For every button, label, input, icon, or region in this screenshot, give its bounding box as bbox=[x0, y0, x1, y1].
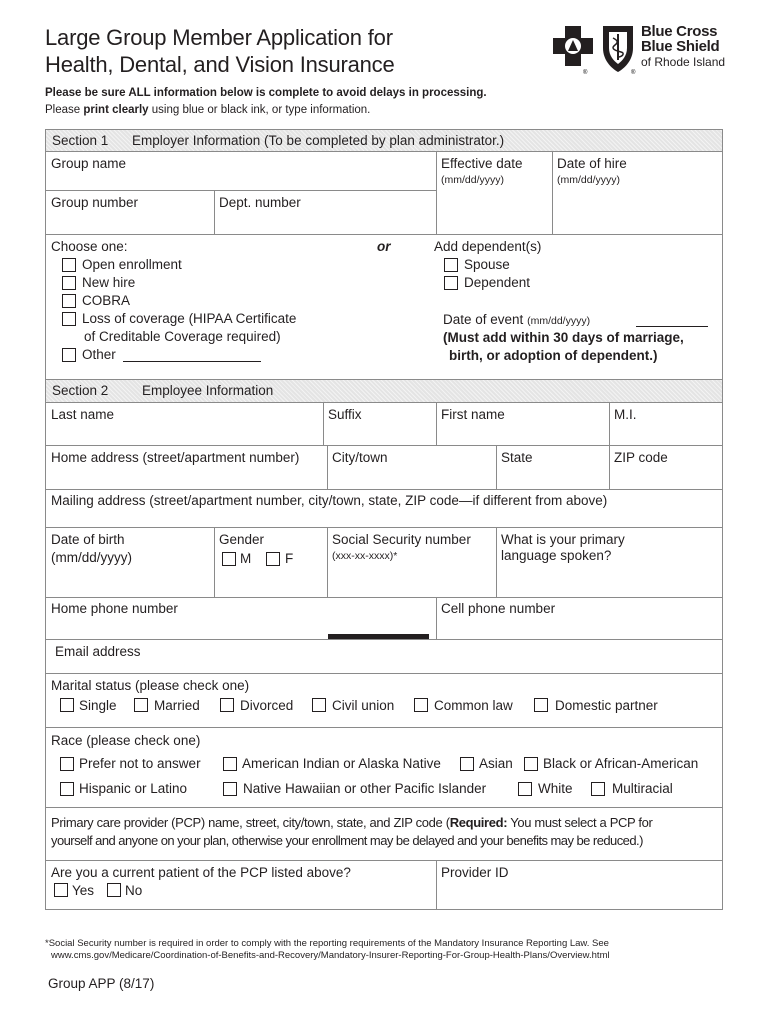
dependent-label: Dependent bbox=[464, 275, 531, 290]
single-label: Single bbox=[79, 698, 117, 713]
open-enrollment-label: Open enrollment bbox=[82, 257, 182, 272]
group-name-label: Group name bbox=[51, 156, 127, 171]
add-dependents-label: Add dependent(s) bbox=[434, 239, 542, 254]
open-enrollment-checkbox[interactable] bbox=[62, 258, 76, 272]
group-name-field[interactable] bbox=[46, 152, 436, 190]
domestic-partner-label: Domestic partner bbox=[555, 698, 658, 713]
home-phone-field[interactable] bbox=[46, 598, 436, 639]
dob-field[interactable] bbox=[46, 528, 214, 596]
language-field[interactable] bbox=[497, 528, 722, 596]
race-asian-checkbox[interactable] bbox=[460, 757, 474, 771]
section-2-title: Employee Information bbox=[142, 383, 274, 398]
divorced-label: Divorced bbox=[240, 698, 294, 713]
race-pacific-islander-label: Native Hawaiian or other Pacific Islander bbox=[243, 781, 487, 796]
city-label: City/town bbox=[332, 450, 388, 465]
married-label: Married bbox=[154, 698, 200, 713]
current-patient-label: Are you a current patient of the PCP listed above? bbox=[51, 865, 351, 880]
gender-f-checkbox[interactable] bbox=[266, 552, 280, 566]
new-hire-checkbox[interactable] bbox=[62, 276, 76, 290]
race-asian-label: Asian bbox=[479, 756, 513, 771]
race-black-label: Black or African-American bbox=[543, 756, 699, 771]
other-input-line[interactable] bbox=[123, 361, 261, 362]
svg-text:®: ® bbox=[583, 70, 588, 76]
must-add-line-2: birth, or adoption of dependent.) bbox=[449, 348, 658, 363]
effective-date-format: (mm/dd/yyyy) bbox=[441, 174, 504, 186]
svg-text:®: ® bbox=[631, 70, 636, 76]
ssn-footnote-link[interactable]: www.cms.gov/Medicare/Coordination-of-Benefits-and-Recovery/Mandatory-Insurer-Reporting-For-Group-Health-Plans/Overview.html bbox=[51, 950, 610, 961]
page-title bbox=[45, 24, 395, 78]
race-american-indian-label: American Indian or Alaska Native bbox=[242, 756, 441, 771]
dob-format: (mm/dd/yyyy) bbox=[51, 550, 132, 565]
cross-shield-icon bbox=[553, 24, 639, 76]
race-hispanic-checkbox[interactable] bbox=[60, 782, 74, 796]
ssn-format: (xxx-xx-xxxx)* bbox=[332, 550, 398, 562]
logo-name: Blue Cross Blue Shield bbox=[641, 23, 720, 55]
home-phone-label: Home phone number bbox=[51, 601, 178, 616]
current-patient-no-checkbox[interactable] bbox=[107, 883, 121, 897]
pcp-field[interactable] bbox=[46, 808, 722, 860]
mailing-address-field[interactable] bbox=[46, 490, 722, 527]
choose-one-label: Choose one: bbox=[51, 239, 128, 254]
gender-m-checkbox[interactable] bbox=[222, 552, 236, 566]
race-hispanic-label: Hispanic or Latino bbox=[79, 781, 188, 796]
race-pacific-islander-checkbox[interactable] bbox=[223, 782, 237, 796]
application-form bbox=[45, 129, 723, 910]
dept-number-field[interactable] bbox=[215, 191, 436, 234]
spouse-label: Spouse bbox=[464, 257, 510, 272]
date-of-hire-label: Date of hire bbox=[557, 156, 627, 171]
section-1-title: Employer Information (To be completed by plan administrator.) bbox=[132, 133, 505, 148]
last-name-field[interactable] bbox=[46, 403, 323, 445]
date-of-event-label: Date of event (mm/dd/yyyy) bbox=[443, 312, 591, 327]
loss-of-coverage-label: Loss of coverage (HIPAA Certificate bbox=[82, 311, 297, 326]
race-multiracial-checkbox[interactable] bbox=[591, 782, 605, 796]
effective-date-field[interactable] bbox=[437, 152, 552, 234]
city-field[interactable] bbox=[328, 446, 496, 488]
mailing-address-label: Mailing address (street/apartment number, city/town, state, ZIP code—if different from above) bbox=[51, 493, 608, 508]
cell-phone-label: Cell phone number bbox=[441, 601, 556, 616]
suffix-field[interactable] bbox=[324, 403, 436, 445]
current-patient-no-label: No bbox=[125, 883, 143, 898]
mi-label: M.I. bbox=[614, 407, 637, 422]
pcp-label-1: Primary care provider (PCP) name, street, city/town, state, and ZIP code (Required: You must select a PCP for bbox=[51, 815, 653, 830]
mi-field[interactable] bbox=[610, 403, 722, 445]
zip-label: ZIP code bbox=[614, 450, 668, 465]
dependent-checkbox[interactable] bbox=[444, 276, 458, 290]
race-label: Race (please check one) bbox=[51, 733, 201, 748]
married-checkbox[interactable] bbox=[134, 698, 148, 712]
language-label-1: What is your primary bbox=[501, 532, 625, 547]
suffix-label: Suffix bbox=[328, 407, 362, 422]
date-of-hire-format: (mm/dd/yyyy) bbox=[557, 174, 620, 186]
divorced-checkbox[interactable] bbox=[220, 698, 234, 712]
first-name-field[interactable] bbox=[437, 403, 609, 445]
section-1-header bbox=[46, 130, 722, 152]
civil-union-checkbox[interactable] bbox=[312, 698, 326, 712]
title-line-1: Large Group Member Application for bbox=[45, 25, 393, 50]
form-id: Group APP (8/17) bbox=[48, 976, 155, 991]
last-name-label: Last name bbox=[51, 407, 115, 422]
zip-field[interactable] bbox=[610, 446, 722, 488]
title-line-2: Health, Dental, and Vision Insurance bbox=[45, 52, 395, 77]
group-number-field[interactable] bbox=[46, 191, 214, 234]
effective-date-label: Effective date bbox=[441, 156, 523, 171]
bcbs-logo bbox=[553, 24, 728, 76]
race-black-checkbox[interactable] bbox=[524, 757, 538, 771]
race-white-checkbox[interactable] bbox=[518, 782, 532, 796]
gender-f-label: F bbox=[285, 551, 294, 566]
section-2-label: Section 2 bbox=[52, 383, 109, 398]
dob-label: Date of birth bbox=[51, 532, 125, 547]
ssn-field[interactable] bbox=[328, 528, 496, 596]
marital-status-label: Marital status (please check one) bbox=[51, 678, 250, 693]
section-2-header bbox=[46, 380, 722, 402]
cobra-label: COBRA bbox=[82, 293, 131, 308]
race-prefer-not-label: Prefer not to answer bbox=[79, 756, 201, 771]
provider-id-label: Provider ID bbox=[441, 865, 509, 880]
language-label-2: language spoken? bbox=[501, 548, 612, 563]
other-label: Other bbox=[82, 347, 116, 362]
home-address-field[interactable] bbox=[46, 446, 327, 488]
race-american-indian-checkbox[interactable] bbox=[223, 757, 237, 771]
first-name-label: First name bbox=[441, 407, 505, 422]
date-of-event-line[interactable] bbox=[636, 326, 708, 327]
email-field[interactable] bbox=[46, 640, 722, 673]
civil-union-label: Civil union bbox=[332, 698, 395, 713]
race-multiracial-label: Multiracial bbox=[612, 781, 673, 796]
loss-of-coverage-cont: of Creditable Coverage required) bbox=[84, 329, 281, 344]
logo-subtitle: of Rhode Island bbox=[641, 55, 726, 69]
cell-phone-field[interactable] bbox=[437, 598, 722, 639]
or-label: or bbox=[377, 239, 391, 254]
state-label: State bbox=[501, 450, 533, 465]
ssn-label: Social Security number bbox=[332, 532, 471, 547]
date-of-hire-field[interactable] bbox=[553, 152, 722, 234]
new-hire-label: New hire bbox=[82, 275, 136, 290]
state-field[interactable] bbox=[497, 446, 609, 488]
gender-m-label: M bbox=[240, 551, 252, 566]
notice-complete: Please be sure ALL information below is complete to avoid delays in processing. bbox=[45, 87, 487, 99]
gender-label: Gender bbox=[219, 532, 265, 547]
section-1-label: Section 1 bbox=[52, 133, 109, 148]
race-prefer-not-checkbox[interactable] bbox=[60, 757, 74, 771]
other-checkbox[interactable] bbox=[62, 348, 76, 362]
pcp-label-2: yourself and anyone on your plan, otherwise your enrollment may be delayed and your benefits may be reduced.) bbox=[51, 833, 643, 848]
loss-of-coverage-checkbox[interactable] bbox=[62, 312, 76, 326]
group-number-label: Group number bbox=[51, 195, 139, 210]
common-law-checkbox[interactable] bbox=[414, 698, 428, 712]
cobra-checkbox[interactable] bbox=[62, 294, 76, 308]
domestic-partner-checkbox[interactable] bbox=[534, 698, 548, 712]
ssn-footnote-1: *Social Security number is required in order to comply with the reporting requirements of the Mandatory Insurance Reporting Law. See bbox=[45, 938, 609, 949]
race-white-label: White bbox=[538, 781, 573, 796]
email-label: Email address bbox=[55, 644, 141, 659]
spouse-checkbox[interactable] bbox=[444, 258, 458, 272]
provider-id-field[interactable] bbox=[437, 861, 722, 909]
must-add-line-1: (Must add within 30 days of marriage, bbox=[443, 330, 684, 345]
single-checkbox[interactable] bbox=[60, 698, 74, 712]
current-patient-yes-checkbox[interactable] bbox=[54, 883, 68, 897]
dept-number-label: Dept. number bbox=[219, 195, 301, 210]
current-patient-yes-label: Yes bbox=[72, 883, 95, 898]
common-law-label: Common law bbox=[434, 698, 513, 713]
notice-print: Please print clearly using blue or black ink, or type information. bbox=[45, 104, 371, 116]
home-address-label: Home address (street/apartment number) bbox=[51, 450, 300, 465]
